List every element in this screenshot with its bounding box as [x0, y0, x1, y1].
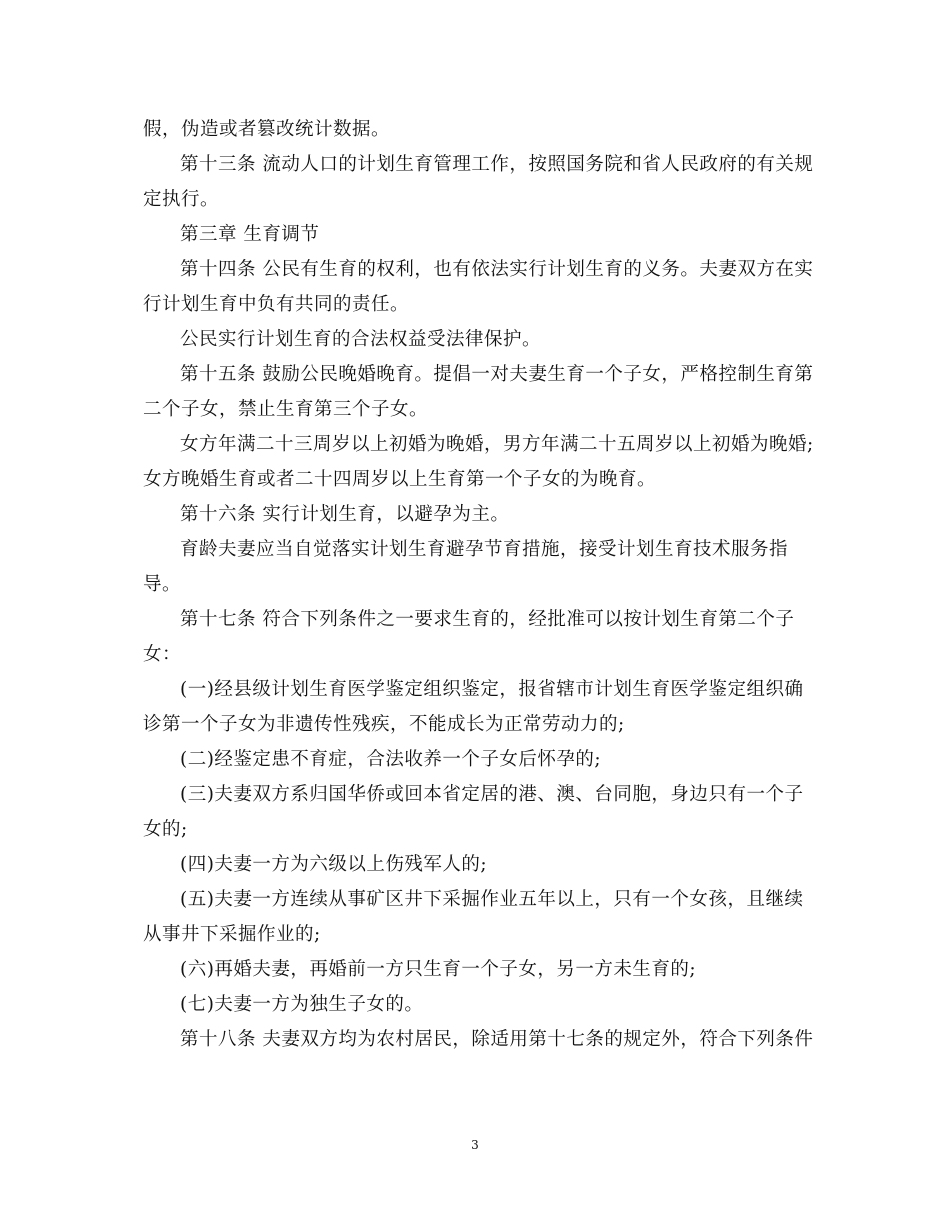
text-line: 第十三条 流动人口的计划生育管理工作，按照国务院和省人民政府的有关规: [180, 154, 814, 175]
text-line: 诊第一个子女为非遗传性残疾，不能成长为正常劳动力的;: [143, 714, 625, 735]
document-body: [143, 112, 814, 1057]
text-line: 行计划生育中负有共同的责任。: [143, 294, 410, 315]
text-line: 女方晚婚生育或者二十四周岁以上生育第一个子女的为晚育。: [143, 469, 657, 490]
text-line: (三)夫妻双方系归国华侨或回本省定居的港、澳、台同胞，身边只有一个子: [180, 784, 804, 805]
text-line: 定执行。: [143, 189, 220, 210]
text-line: (二)经鉴定患不育症，合法收养一个子女后怀孕的;: [180, 749, 602, 770]
text-line: 第十七条 符合下列条件之一要求生育的，经批准可以按计划生育第二个子: [180, 609, 795, 630]
text-line: (七)夫妻一方为独生子女的。: [180, 994, 424, 1015]
page-number: 3: [471, 1138, 479, 1152]
text-line: (五)夫妻一方连续从事矿区井下采掘作业五年以上，只有一个女孩，且继续: [180, 889, 804, 910]
text-line: 第十六条 实行计划生育，以避孕为主。: [180, 504, 510, 525]
text-line: (六)再婚夫妻，再婚前一方只生育一个子女，另一方未生育的;: [180, 959, 697, 980]
text-line: 导。: [143, 574, 182, 595]
text-line: 育龄夫妻应当自觉落实计划生育避孕节育措施，接受计划生育技术服务指: [180, 539, 789, 560]
text-line: 女方年满二十三周岁以上初婚为晚婚，男方年满二十五周岁以上初婚为晚婚;: [180, 434, 814, 455]
text-line: 第三章 生育调节: [180, 224, 320, 245]
text-line: 第十四条 公民有生育的权利，也有依法实行计划生育的义务。夫妻双方在实: [180, 259, 814, 280]
text-line: 二个子女，禁止生育第三个子女。: [143, 399, 429, 420]
text-line: 女：: [143, 644, 182, 665]
text-line: (一)经县级计划生育医学鉴定组织鉴定，报省辖市计划生育医学鉴定组织确: [180, 679, 804, 700]
text-line: (四)夫妻一方为六级以上伤残军人的;: [180, 854, 488, 875]
text-line: 第十八条 夫妻双方均为农村居民，除适用第十七条的规定外，符合下列条件: [180, 1029, 814, 1050]
text-line: 第十五条 鼓励公民晚婚晚育。提倡一对夫妻生育一个子女，严格控制生育第: [180, 364, 814, 385]
text-line: 假，伪造或者篡改统计数据。: [143, 119, 391, 140]
text-line: 公民实行计划生育的合法权益受法律保护。: [180, 329, 542, 350]
text-line: 女的;: [143, 819, 188, 840]
text-line: 从事井下采掘作业的;: [143, 924, 321, 945]
